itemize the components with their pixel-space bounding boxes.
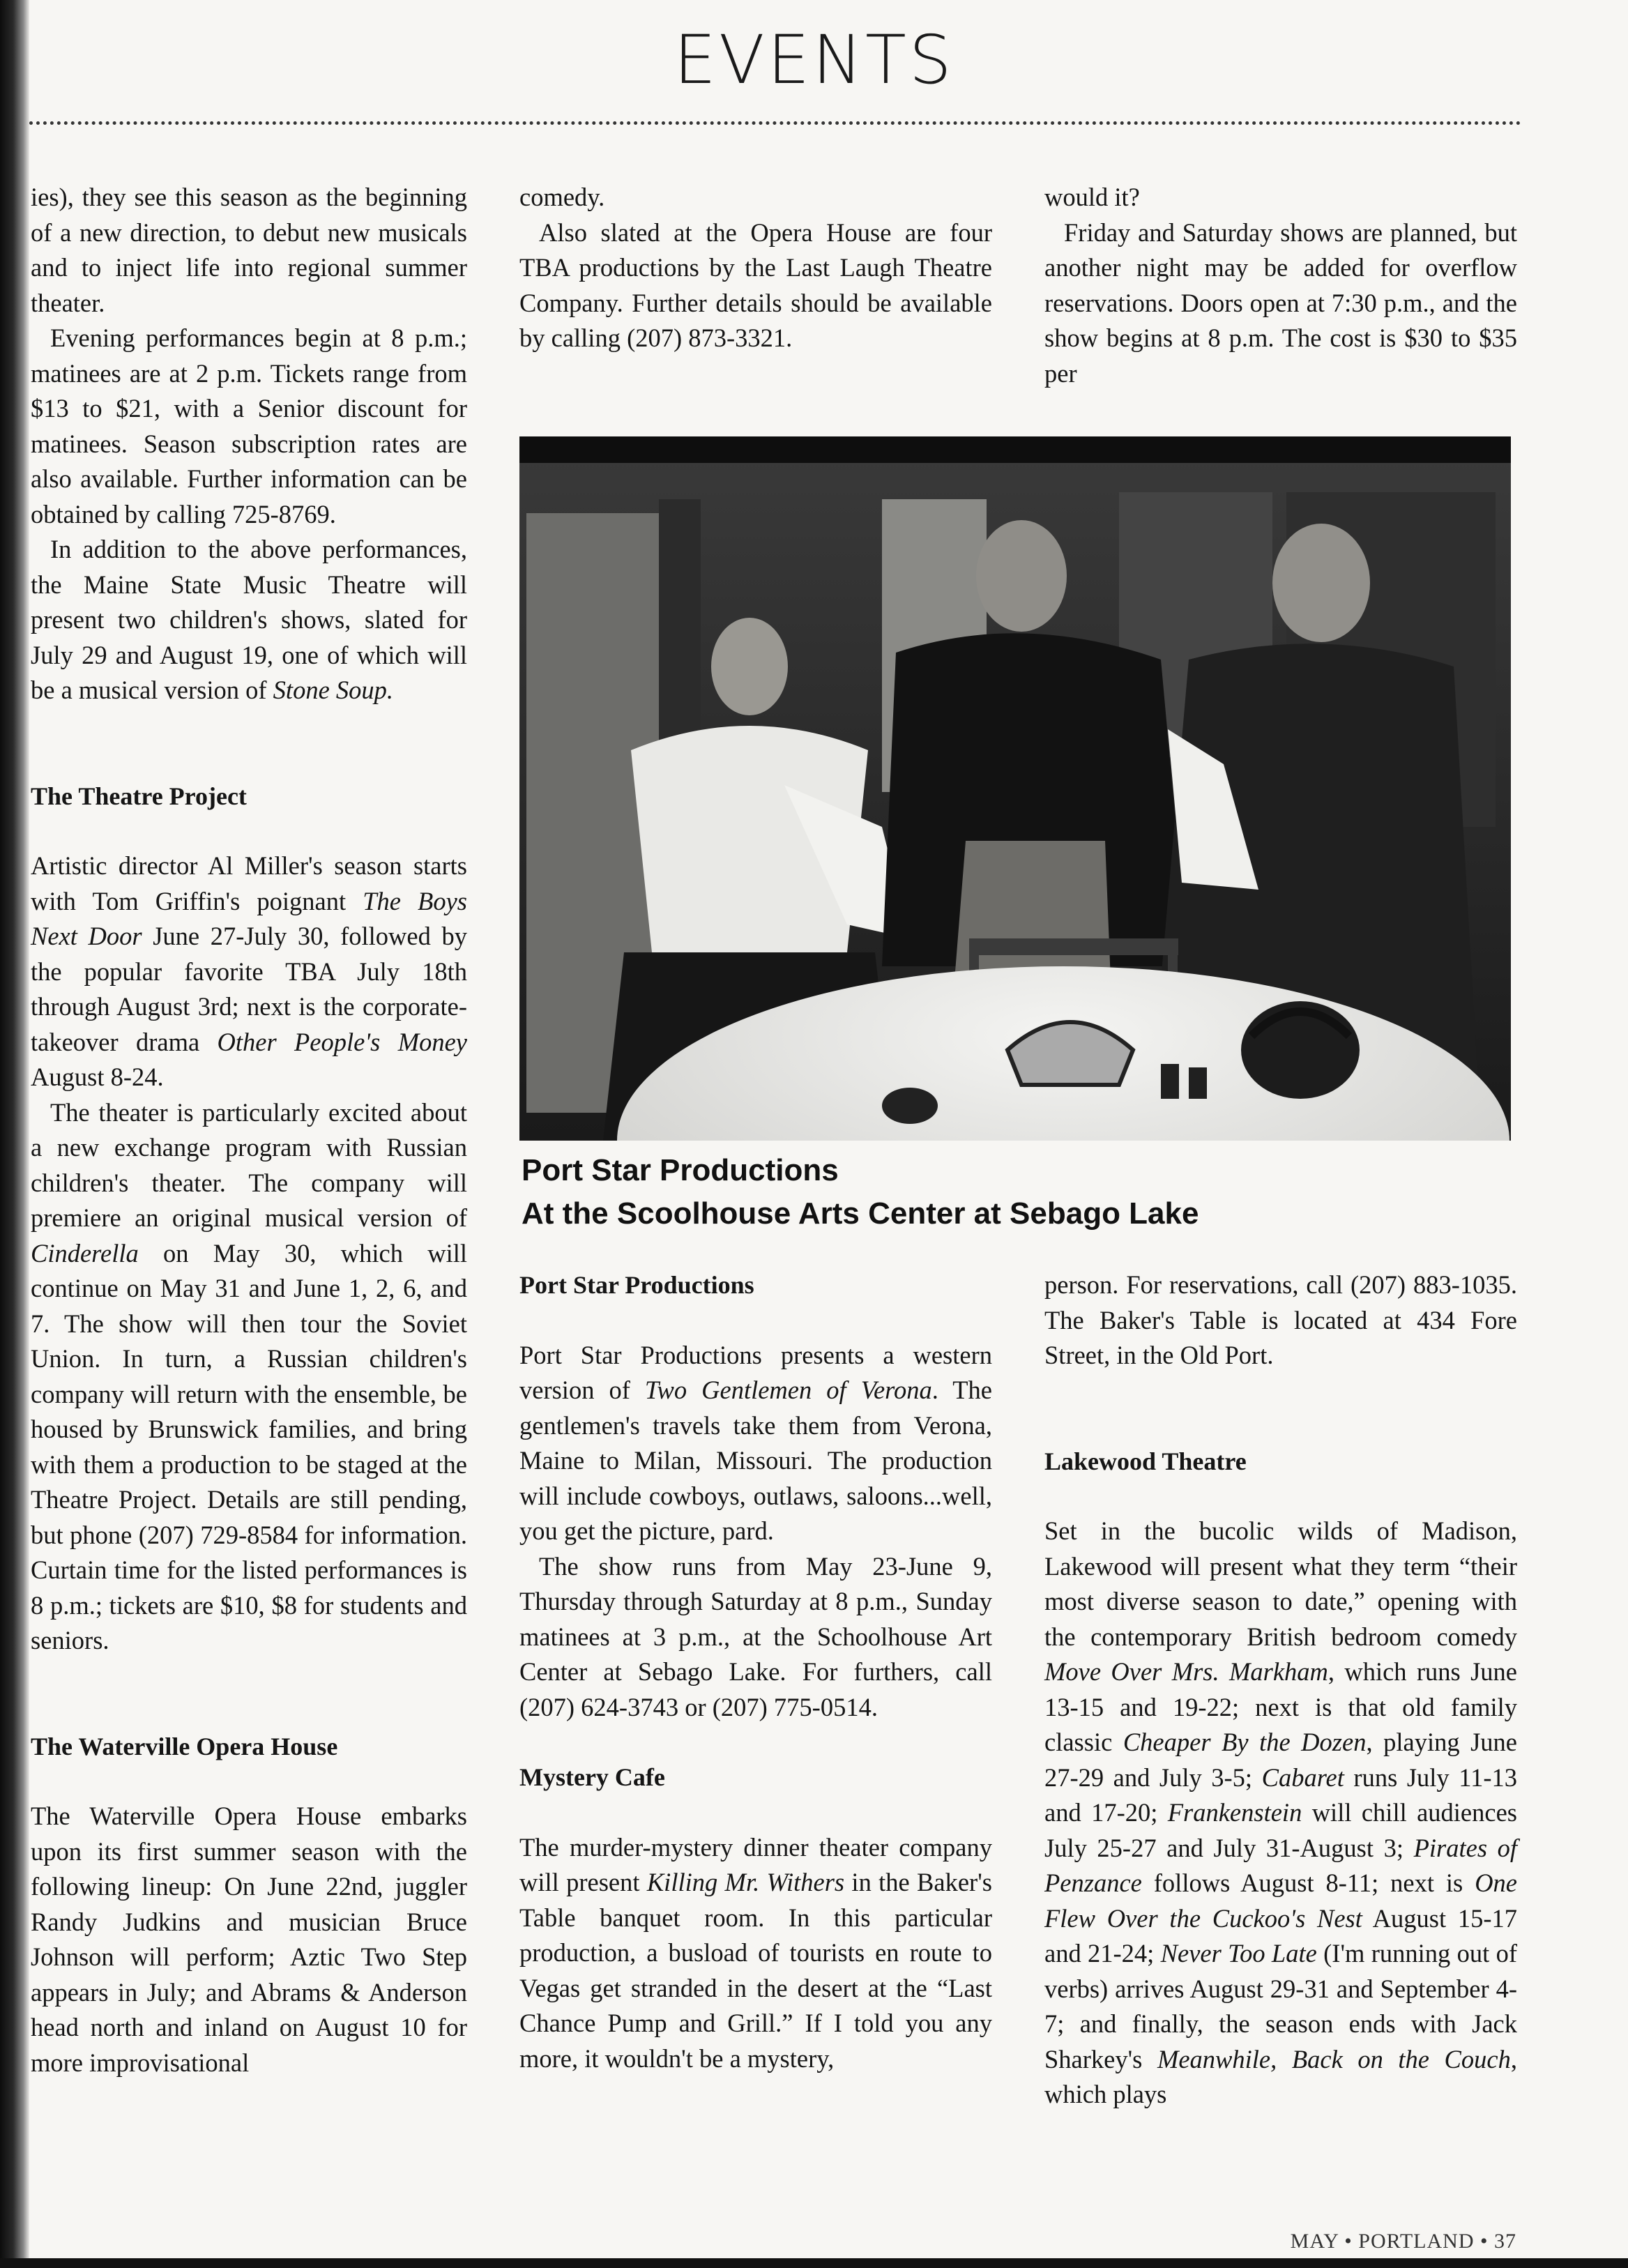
section-heading-mystery-cafe: Mystery Cafe [519, 1763, 665, 1791]
paragraph: Set in the bucolic wilds of Madison, Lakewood will present what they term “their most diverse season to date,” opening with the contemporary British bedroom comedy Move Over Mrs. Markham, which runs June 13-15 and 19-22; next is that old family classic Cheaper By the Dozen, playing June 27-29 and July 3-5; Cabaret runs July 11-13 and 17-20; Frankenstein will chill audiences July 25-27 and July 31-August 3; Pirates of Penzance follows August 8-11; next is One Flew Over the Cuckoo's Nest August 15-17 and 21-24; Never Too Late (I'm running out of verbs) arrives August 29-31 and September 4-7; and finally, the season ends with Jack Sharkey's Meanwhile, Back on the Couch, which plays [1044, 1516, 1518, 2108]
paragraph: The show runs from May 23-June 9, Thursday through Saturday at 8 p.m., Sunday matinees at 3 p.m., at the Schoolhouse Art Center at Sebago Lake. For furthers, call (207) 624-3743 or (207) 775-0514. [519, 1551, 992, 1721]
column-3-bottom [1044, 1268, 1517, 2113]
page-folio: MAY • PORTLAND • 37 [1290, 2230, 1516, 2253]
photo-caption [522, 1149, 1512, 1235]
section-heading-theatre-project: The Theatre Project [31, 782, 247, 810]
bottom-edge [0, 2258, 1628, 2268]
column-2-top [519, 180, 992, 356]
section-heading-lakewood: Lakewood Theatre [1044, 1447, 1247, 1475]
paragraph: In addition to the above performances, the Maine State Music Theatre will present two children's shows, slated for July 29 and August 19, one of which will be a musical version of Stone Soup. [31, 535, 467, 704]
paragraph: Port Star Productions presents a western version of Two Gentlemen of Verona. The gentlemen's travels take them from Verona, Maine to Milan, Missouri. The production will include cowboys, outlaws, saloons...well, you get the picture, pard. [519, 1340, 992, 1545]
paragraph: Friday and Saturday shows are planned, but another night may be added for overflow reservations. Doors open at 7:30 p.m., and the show begins at 8 p.m. The cost is $30 to $35 per [1044, 218, 1517, 388]
caption-line: At the Scoolhouse Arts Center at Sebago Lake [522, 1196, 1199, 1231]
section-heading-port-star: Port Star Productions [519, 1271, 754, 1299]
section-title: EVENTS [674, 21, 954, 99]
paragraph: Evening performances begin at 8 p.m.; matinees are at 2 p.m. Tickets range from $13 to $21, with a Senior discount for matinees. Season subscription rates are also available. Further information can be obtained by calling 725-8769. [31, 324, 467, 528]
paragraph: The theater is particularly excited about a new exchange program with Russian children's theater. The company will premiere an original musical version of Cinderella on May 30, which will continue on May 31 and June 1, 2, 6, and 7. The show will then tour the Soviet Union. In turn, a Russian children's company will return with the ensemble, be housed by Brunswick families, and bring with them a production to be staged at the Theatre Project. Details are still pending, but phone (207) 729-8584 for information. Curtain time for the listed performances is 8 p.m.; tickets are $10, $8 for students and seniors. [31, 1097, 467, 1654]
paragraph: would it? [1044, 183, 1140, 211]
paragraph: comedy. [519, 183, 605, 211]
paragraph: person. For reservations, call (207) 883-1035. The Baker's Table is located at 434 Fore Street, in the Old Port. [1044, 1270, 1517, 1369]
photo-illustration [519, 436, 1511, 1141]
paragraph: Artistic director Al Miller's season starts with Tom Griffin's poignant The Boys Next Door June 27-July 30, followed by the popular favorite TBA July 18th through August 3rd; next is the corporate-takeover drama Other People's Money August 8-24. [31, 851, 467, 1091]
column-2-bottom [519, 1268, 992, 2076]
section-heading-waterville: The Waterville Opera House [31, 1732, 338, 1760]
column-3-top [1044, 180, 1517, 391]
column-1 [31, 180, 467, 2080]
paragraph: ies), they see this season as the beginning of a new direction, to debut new musicals and to inject life into regional summer theater. [31, 183, 467, 317]
paragraph: Also slated at the Opera House are four TBA productions by the Last Laugh Theatre Company. Further details should be available by calling (207) 873-3321. [519, 218, 992, 352]
paragraph: The Waterville Opera House embarks upon its first summer season with the following lineup: On June 22nd, juggler Randy Judkins and musician Bruce Johnson will perform; Aztic Two Step appears in July; and Abrams & Anderson head north and inland on August 10 for more improvisational [31, 1802, 467, 2077]
page-spine-shadow [0, 0, 29, 2268]
caption-line: Port Star Productions [522, 1153, 839, 1187]
production-photo [519, 436, 1511, 1141]
dotted-divider [29, 121, 1521, 125]
paragraph: The murder-mystery dinner theater company will present Killing Mr. Withers in the Baker's Table banquet room. In this particular production, a busload of tourists en route to Vegas get stranded in the desert at the “Last Chance Pump and Grill.” If I told you any more, it wouldn't be a mystery, [519, 1832, 992, 2073]
